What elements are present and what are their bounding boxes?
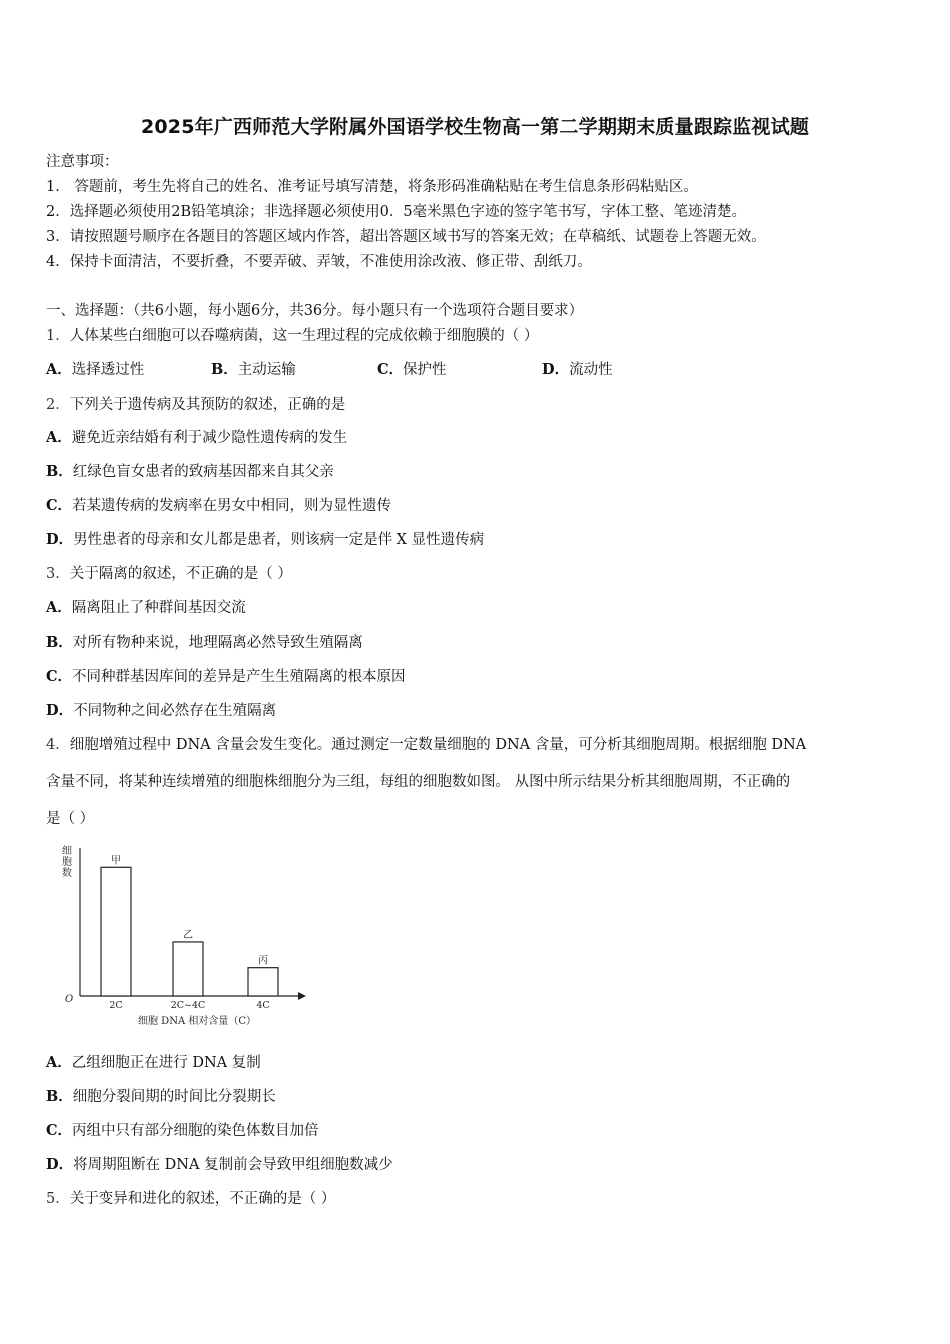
question-2-option-d[interactable]: D．男性患者的母亲和女儿都是患者，则该病一定是伴 X 显性遗传病 <box>46 531 485 548</box>
notice-item-1: 1． 答题前，考生先将自己的姓名、准考证号填写清楚，将条形码准确粘贴在考生信息条形码粘贴区。 <box>46 179 698 195</box>
question-2-option-a[interactable]: A．避免近亲结婚有利于减少隐性遗传病的发生 <box>46 429 348 446</box>
bar-label-3: 丙 <box>258 955 268 967</box>
dna-content-bar-chart <box>58 840 318 1035</box>
question-text: 下列关于遗传病及其预防的叙述，正确的是 <box>69 397 346 413</box>
bar-2 <box>173 942 203 996</box>
tick-label-3: 4C <box>256 1000 270 1011</box>
option-c[interactable]: C．保护性 <box>377 361 447 378</box>
x-axis-arrow <box>298 992 306 1000</box>
bar-3 <box>248 968 278 996</box>
question-3-option-b[interactable]: B．对所有物种来说，地理隔离必然导致生殖隔离 <box>46 634 363 651</box>
question-5-stem <box>46 1189 335 1209</box>
question-4-stem-line-1 <box>46 735 806 755</box>
question-2-option-b[interactable]: B．红绿色盲女患者的致病基因都来自其父亲 <box>46 463 334 480</box>
option-d[interactable]: D．流动性 <box>542 361 613 378</box>
question-4-stem-line-3: 是（ ） <box>46 811 95 827</box>
question-text: 细胞增殖过程中 DNA 含量会发生变化。通过测定一定数量细胞的 DNA 含量，可分析其细胞周期。根据细胞 DNA <box>69 737 807 753</box>
question-text: 人体某些白细胞可以吞噬病菌，这一生理过程的完成依赖于细胞膜的（ ） <box>69 328 539 344</box>
question-number: 1． <box>46 328 70 344</box>
tick-label-1: 2C <box>109 1000 123 1011</box>
x-axis-label: 细胞 DNA 相对含量（C） <box>138 1016 256 1027</box>
notice-heading: 注意事项： <box>46 154 119 170</box>
y-axis-label: 细胞数 <box>62 846 72 879</box>
question-number: 4． <box>46 737 70 753</box>
page-title: 2025年广西师范大学附属外国语学校生物高一第二学期期末质量跟踪监视试题 <box>140 116 810 138</box>
notice-item-4: 4．保持卡面清洁，不要折叠，不要弄破、弄皱，不准使用涂改液、修正带、刮纸刀。 <box>46 254 592 270</box>
option-b[interactable]: B．主动运输 <box>211 361 296 378</box>
question-number: 2． <box>46 397 70 413</box>
question-text: 关于变异和进化的叙述，不正确的是（ ） <box>69 1191 336 1207</box>
bar-label-2: 乙 <box>183 929 193 941</box>
question-2-stem <box>46 395 345 415</box>
question-text: 关于隔离的叙述，不正确的是（ ） <box>69 566 292 582</box>
question-4-option-d[interactable]: D．将周期阻断在 DNA 复制前会导致甲组细胞数减少 <box>46 1156 393 1173</box>
question-4-option-c[interactable]: C．丙组中只有部分细胞的染色体数目加倍 <box>46 1122 319 1139</box>
tick-label-2: 2C~4C <box>170 1000 206 1011</box>
question-4-option-a[interactable]: A．乙组细胞正在进行 DNA 复制 <box>46 1054 261 1071</box>
option-a[interactable]: A．选择透过性 <box>46 361 145 378</box>
question-3-option-d[interactable]: D．不同物种之间必然存在生殖隔离 <box>46 702 277 719</box>
origin-label: O <box>65 994 74 1005</box>
question-number: 3． <box>46 566 70 582</box>
question-3-option-a[interactable]: A．隔离阻止了种群间基因交流 <box>46 599 246 616</box>
question-3-stem <box>46 564 292 584</box>
question-3-option-c[interactable]: C．不同种群基因库间的差异是产生生殖隔离的根本原因 <box>46 668 406 685</box>
notice-item-2: 2．选择题必须使用2B铅笔填涂；非选择题必须使用0．5毫米黑色字迹的签字笔书写，字体工整、笔迹清楚。 <box>46 204 747 220</box>
question-4-stem-line-2: 含量不同，将某种连续增殖的细胞株细胞分为三组，每组的细胞数如图。 从图中所示结果分析其细胞周期，不正确的 <box>46 774 791 790</box>
notice-item-3: 3．请按照题号顺序在各题目的答题区域内作答，超出答题区域书写的答案无效；在草稿纸、试题卷上答题无效。 <box>46 229 766 245</box>
question-2-option-c[interactable]: C．若某遗传病的发病率在男女中相同，则为显性遗传 <box>46 497 392 514</box>
question-4-option-b[interactable]: B．细胞分裂间期的时间比分裂期长 <box>46 1088 276 1105</box>
question-1-stem <box>46 326 538 346</box>
bar-label-1: 甲 <box>111 855 121 867</box>
section-heading: 一、选择题：（共6小题，每小题6分，共36分。每小题只有一个选项符合题目要求） <box>46 303 584 319</box>
bar-1 <box>101 867 131 996</box>
question-number: 5． <box>46 1191 70 1207</box>
